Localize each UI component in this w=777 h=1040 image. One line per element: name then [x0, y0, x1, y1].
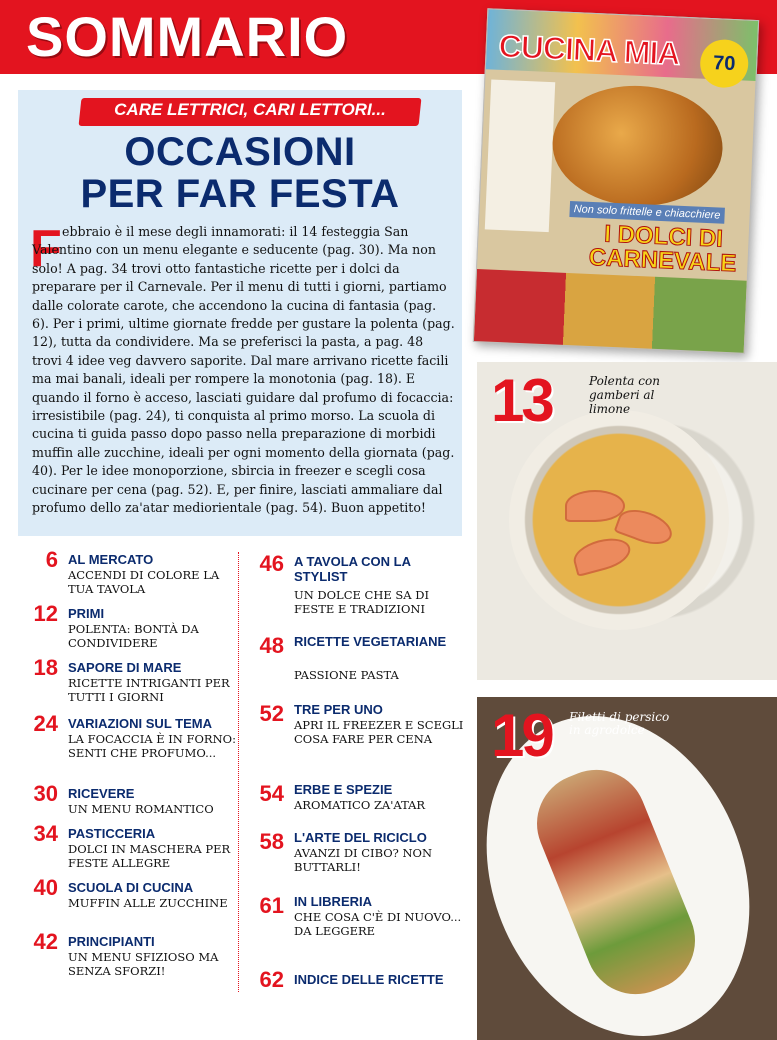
toc-section-title: PRIMI	[68, 606, 105, 621]
photo-page-number: 13	[491, 367, 552, 434]
toc-description: MUFFIN ALLE ZUCCHINE	[68, 896, 228, 910]
photo-persico	[477, 697, 777, 1040]
toc-section-title: RICEVERE	[68, 786, 135, 801]
toc-description: AROMATICO ZA'ATAR	[294, 798, 426, 812]
toc-section-title: VARIAZIONI SUL TEMA	[68, 716, 212, 731]
cover-badge: 70	[699, 39, 749, 89]
toc-section-title: L'ARTE DEL RICICLO	[294, 830, 427, 845]
editorial-headline-line2: PER FAR FESTA	[80, 172, 400, 216]
toc-page-number: 42	[33, 929, 58, 954]
magazine-cover[interactable]	[473, 8, 759, 354]
toc-description: AVANZI DI CIBO? NON BUTTARLI!	[294, 846, 433, 874]
toc-description: UN DOLCE CHE SA DI FESTE E TRADIZIONI	[294, 588, 430, 616]
toc-section-title: TRE PER UNO	[294, 702, 383, 717]
toc-page-number: 58	[259, 829, 284, 854]
shrimp-image	[565, 490, 625, 522]
toc-page-number: 40	[33, 875, 58, 900]
toc-description: RICETTE INTRIGANTI PER TUTTI I GIORNI	[68, 676, 230, 704]
toc-page-number: 6	[45, 547, 58, 572]
photo-caption: Polenta con gamberi al limone	[589, 374, 660, 416]
photo-page-number: 19	[491, 702, 552, 769]
toc-page-number: 61	[259, 893, 284, 918]
toc-page-number: 62	[259, 967, 284, 992]
toc-section-title: IN LIBRERIA	[294, 894, 372, 909]
toc-page-number: 54	[259, 781, 284, 806]
toc-page-number: 12	[33, 601, 58, 626]
toc-description: UN MENU ROMANTICO	[68, 802, 214, 816]
toc-section-title: PASTICCERIA	[68, 826, 156, 841]
toc-divider	[238, 552, 239, 992]
toc-section-title: SCUOLA DI CUCINA	[68, 880, 194, 895]
cover-bottom-images	[474, 269, 747, 354]
photo-caption: Filetti di persico in agrodolce	[569, 710, 670, 737]
toc-page-number: 30	[33, 781, 58, 806]
toc-section-title: RICETTE VEGETARIANE	[294, 634, 447, 649]
toc-page-number: 52	[259, 701, 284, 726]
cover-side-panel	[485, 79, 555, 232]
toc-page-number: 48	[259, 633, 284, 658]
cover-headline: I DOLCI DI CARNEVALE	[588, 220, 737, 278]
toc-description: UN MENU SFIZIOSO MA SENZA SFORZI!	[68, 950, 219, 978]
editorial-box	[18, 90, 462, 536]
editorial-dropcap: F	[30, 220, 62, 278]
toc-description: LA FOCACCIA È IN FORNO: SENTI CHE PROFUMO...	[68, 732, 236, 760]
toc-description: CHE COSA C'È DI NUOVO... DA LEGGERE	[294, 910, 462, 938]
cover-tagline: Non solo frittelle e chiacchiere	[569, 201, 724, 224]
toc-section-title: ERBE E SPEZIE	[294, 782, 393, 797]
toc-description: APRI IL FREEZER E SCEGLI COSA FARE PER CENA	[294, 718, 464, 746]
toc-description: POLENTA: BONTÀ DA CONDIVIDERE	[68, 622, 199, 650]
toc-section-title: SAPORE DI MARE	[68, 660, 182, 675]
photo-polenta	[477, 362, 777, 680]
toc-page-number: 34	[33, 821, 58, 846]
toc-section-title: INDICE DELLE RICETTE	[294, 972, 444, 987]
editorial-body: ebbraio è il mese degli innamorati: il 14 festeggia San Valentino con un menu elegante e seducente (pag. 30). Ma non solo! A pag. 34 trovi otto fantastiche ricette per i dolci da preparare per il Carnevale. Per il menu di tutti i giorni, partiamo dalle colorate carote, che accendono la cucina di fantasia (pag. 6). Per i primi, ultime giornate fredde per gustare la polenta (pag. 12), tutta da condividere. Ma se preferisci la pasta, a pag. 48 trovi 4 idee veg davvero saporite. Dal mare arrivano ricette facili ma mai banali, ideali per rompere la monotonia (pag. 18). E quando il forno è acceso, lasciati guidare dal profumo di focaccia: irresistibile (pag. 24), ti conquista al primo morso. La scuola di cucina ti guida passo dopo passo nella preparazione di morbidi muffin alle zucchine, ideali per ogni momento della giornata (pag. 40). Per le idee monoporzione, sbircia in freezer e scegli cosa cucinare per cena (pag. 52). E, per finire, lasciati ammaliare dal profumo dello za'atar mediorientale (pag. 54). Buon appetito!	[32, 224, 455, 516]
toc-section-title: A TAVOLA CON LA STYLIST	[294, 554, 411, 584]
page-title: SOMMARIO	[26, 5, 349, 68]
toc-description: DOLCI IN MASCHERA PER FESTE ALLEGRE	[68, 842, 231, 870]
toc-section-title: PRINCIPIANTI	[68, 934, 155, 949]
toc-description: PASSIONE PASTA	[294, 668, 399, 682]
toc-section-title: AL MERCATO	[68, 552, 154, 567]
toc-page-number: 18	[33, 655, 58, 680]
toc-description: ACCENDI DI COLORE LA TUA TAVOLA	[68, 568, 220, 596]
toc-page-number: 24	[33, 711, 58, 736]
toc-page-number: 46	[259, 551, 284, 576]
cover-logo: CUCINA MIA	[498, 27, 681, 72]
cover-food-image	[550, 82, 725, 209]
editorial-kicker: CARE LETTRICI, CARI LETTORI...	[114, 100, 386, 119]
editorial-headline-line1: OCCASIONI	[124, 130, 356, 174]
